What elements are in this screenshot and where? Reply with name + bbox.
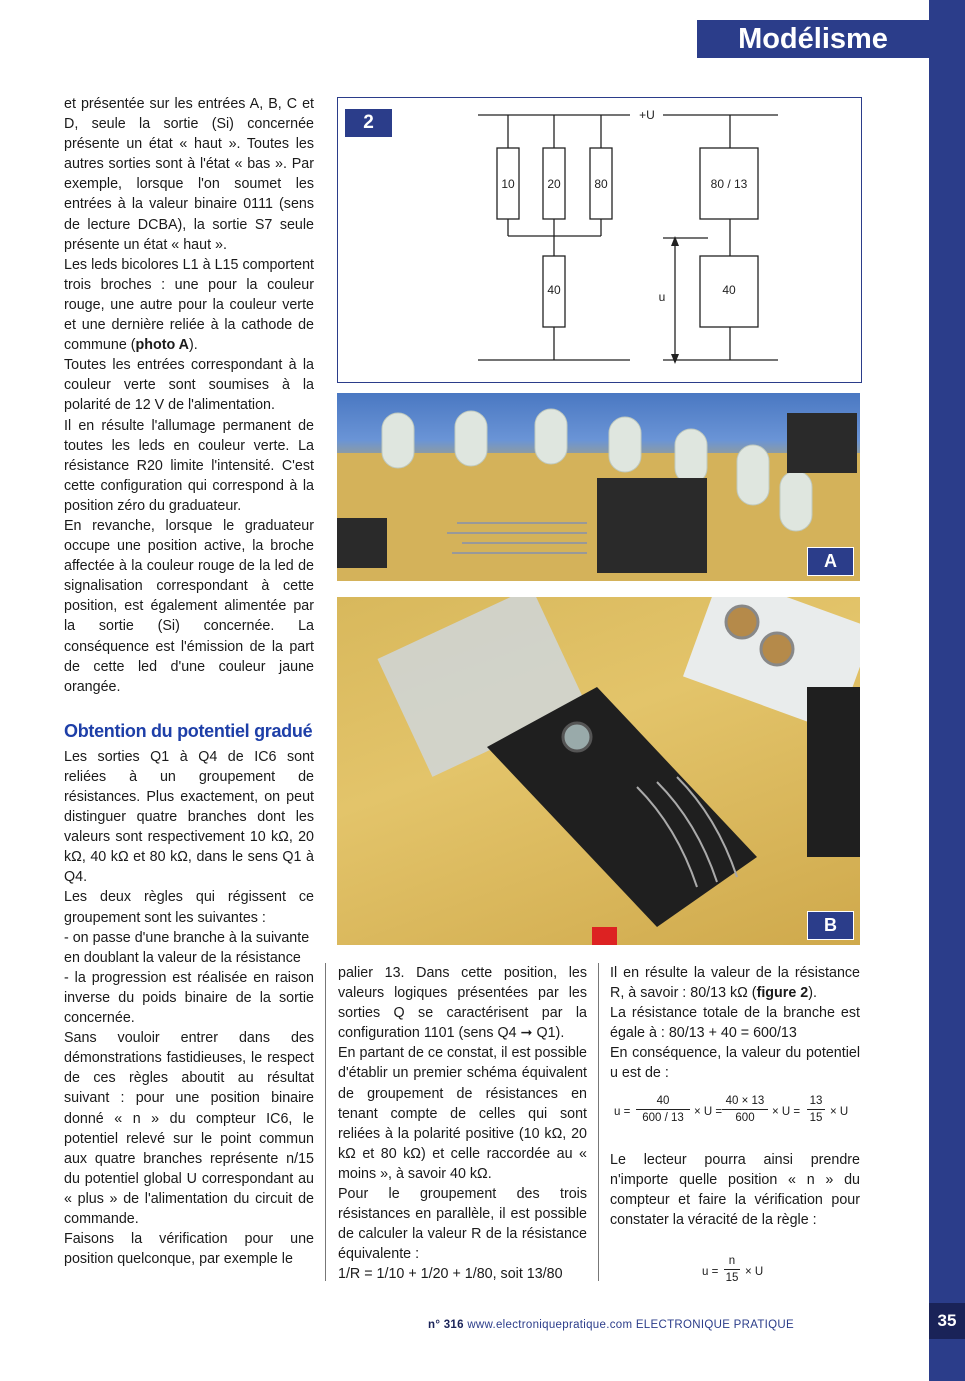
paragraph: Pour le groupement des trois résistances en parallèle, il est possible de calculer la valeur R de la résistance équivalente : [338, 1186, 587, 1263]
section-heading: Obtention du potentiel gradué [64, 720, 313, 741]
photo-a-illustration [337, 393, 860, 581]
photo-tag: A [807, 547, 854, 576]
page-number: 35 [929, 1303, 965, 1339]
photo-tag: B [807, 911, 854, 940]
issue-number: n° 316 [428, 1319, 464, 1331]
fraction: $\frac{13}{15}$ [807, 1093, 825, 1126]
resistor-label: 20 [547, 177, 561, 191]
resistor-label: 10 [501, 177, 515, 191]
paragraph: palier 13. Dans cette position, les valeurs logiques présentées par les sorties Q se caractérisent par la configuration 1101 (sens Q4 ➞ Q1). [338, 965, 587, 1042]
resistor-label: 40 [547, 283, 561, 297]
resistor-label: 40 [722, 283, 736, 297]
fraction: $\frac{40 \times 13}{600}$ [722, 1093, 768, 1126]
photo-a-leds-board [337, 393, 860, 581]
page-footer [428, 1319, 794, 1331]
text-column-2 [338, 963, 587, 1285]
text-column-3 [610, 963, 860, 1302]
paragraph: Il en résulte l'allumage permanent de toutes les leds en couleur verte. La résistance R20 limite l'intensité. C'est cette configuration qui correspond à la position zéro du graduateur. [64, 417, 314, 514]
paragraph: Toutes les entrées correspondant à la couleur verte sont soumises à la polarité de 12 V de l'alimentation. [64, 357, 314, 414]
resistor-label: 80 [594, 177, 608, 191]
voltage-label: u [658, 290, 666, 304]
photo-reference: photo A [135, 337, 189, 354]
text-column-1 [64, 94, 314, 1269]
resistor-label: 80 / 13 [710, 177, 748, 191]
formula-rule: u = $\frac{n}{15}$ × U [702, 1254, 764, 1284]
figure-2-schematic [337, 97, 862, 383]
section-rubric: Modélisme [697, 20, 929, 58]
paragraph: Le lecteur pourra ainsi prendre n'importe quelle position « n » du compteur et faire la vérification pour constater la véracité de la règle : [610, 1151, 860, 1228]
figure-number-tag: 2 [345, 109, 392, 137]
paragraph: Les deux règles qui régissent ce groupement sont les suivantes : [64, 889, 314, 926]
resistor-network-diagram [338, 98, 861, 382]
page-side-band [929, 0, 965, 1381]
paragraph: Les leds bicolores L1 à L15 comportent trois broches : une pour la couleur rouge, une autre pour la couleur verte et une dernière reliée à la cathode de commune (photo A). [64, 256, 314, 354]
magazine-name: ELECTRONIQUE PRATIQUE [635, 1319, 794, 1331]
photo-b-relay-regulator [337, 597, 860, 945]
figure-reference: figure 2 [756, 985, 809, 1002]
formula-potential: u = $\frac{40}{600 / 13}$ × U = $\frac{40 \times 13}{600}$ × U = $\frac{13}{15}$ × U [614, 1094, 849, 1124]
paragraph: Faisons la vérification pour une position quelconque, par exemple le [64, 1231, 314, 1268]
supply-label: +U [639, 108, 655, 122]
paragraph: En partant de ce constat, il est possible d'établir un premier schéma équivalent de groupement de résistances en tenant compte de celles qui sont reliées à la polarité positive (10 kΩ, 20 kΩ et 80 kΩ) et celle raccordée au « moins », à savoir 40 kΩ. [338, 1045, 587, 1182]
paragraph: La résistance totale de la branche est égale à : 80/13 + 40 = 600/13 [610, 1005, 860, 1042]
website-url: www.electroniquepratique.com [467, 1319, 633, 1331]
paragraph: - la progression est réalisée en raison inverse du poids binaire de la sortie concernée. [64, 969, 314, 1027]
column-divider [325, 963, 326, 1281]
column-divider [598, 963, 599, 1281]
fraction: $\frac{40}{600 / 13}$ [636, 1093, 690, 1126]
paragraph: Sans vouloir entrer dans des démonstrations fastidieuses, le respect de ces règles aboutit au résultat suivant : pour une position binaire donné « n » du compteur IC6, le potentiel relevé sur le point commun aux quatre branches représente n/15 du potentiel global U correspondant au « plus » de l'alimentation du circuit de commande. [64, 1030, 314, 1227]
paragraph: et présentée sur les entrées A, B, C et D, seule la sortie (Si) concernée présente un état « haut ». Toutes les autres sorties sont à l'état « bas ». Par exemple, lorsque l'on soumet les entrées à la valeur binaire 0111 (sens de lecture DCBA), la sortie S7 seule présente un état « haut ». [64, 96, 314, 253]
photo-b-illustration [337, 597, 860, 945]
paragraph: En conséquence, la valeur du potentiel u est de : [610, 1045, 860, 1082]
fraction: $\frac{n}{15}$ [725, 1254, 739, 1284]
paragraph: Il en résulte la valeur de la résistance R, à savoir : 80/13 kΩ (figure 2). [610, 965, 860, 1002]
paragraph: En revanche, lorsque le graduateur occupe une position active, la broche affectée à la couleur rouge de la led de signalisation correspondant à cette position, est également alimentée par la sortie (Si) concernée. La conséquence est l'émission de la part de cette led d'une couleur jaune orangée. [64, 517, 314, 695]
paragraph: 1/R = 1/10 + 1/20 + 1/80, soit 13/80 [338, 1266, 563, 1283]
paragraph: - on passe d'une branche à la suivante en doublant la valeur de la résistance [64, 929, 310, 966]
paragraph: Les sorties Q1 à Q4 de IC6 sont reliées à un groupement de résistances. Plus exactement, on peut distinguer quatre branches dont les valeurs sont respectivement 10 kΩ, 20 kΩ, 40 kΩ et 80 kΩ, dans le sens Q1 à Q4. [64, 748, 314, 886]
